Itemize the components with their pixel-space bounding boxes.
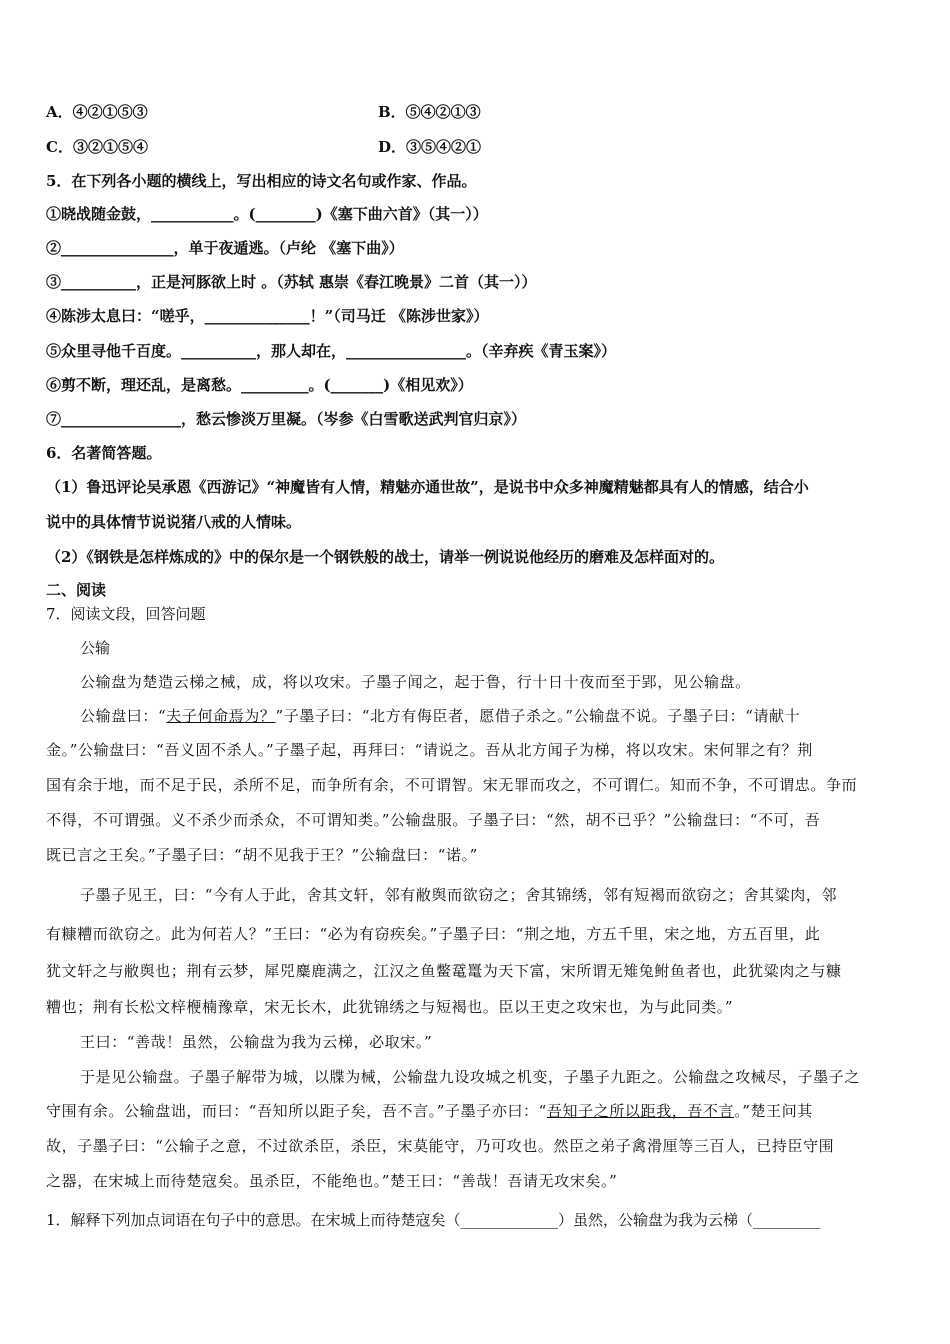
q7-sub1: 1．解释下列加点词语在句子中的意思。在宋城上而待楚寇矣（_____________）虽然，公输盘为我为云梯（_________: [46, 1211, 821, 1229]
option-c: C．③②①⑤④: [46, 138, 148, 156]
q6-sub1-line1: （1）鲁迅评论吴承恩《西游记》“神魔皆有人情，精魅亦通世故”，是说书中众多神魔精魅都具有人的情感，结合小: [46, 478, 809, 496]
q7-prompt: 7．阅读文段，回答问题: [46, 605, 206, 623]
passage-p4: 王曰：“善哉！虽然，公输盘为我为云梯，必取宋。”: [80, 1033, 433, 1051]
text: ”子墨子曰：“北方有侮臣者，愿借子杀之。”公输盘不说。子墨子曰：“请献十: [275, 707, 801, 725]
q5-item-4: ④陈涉太息曰：“嗟乎，______________！”（司马迁 《陈涉世家》）: [46, 307, 489, 325]
q5-item-1: ①晓战随金鼓，___________。(________)《塞下曲六首》（其一））: [46, 205, 488, 223]
q6-sub2: （2）《钢铁是怎样炼成的》中的保尔是一个钢铁般的战士，请举一例说说他经历的磨难及怎样面对的。: [46, 548, 724, 566]
passage-p5-line1: 于是见公输盘。子墨子解带为城，以牒为械，公输盘九设攻城之机变，子墨子九距之。公输盘之攻械尽，子墨子之: [80, 1068, 861, 1086]
passage-p3-line3: 犹文轩之与敝舆也；荆有云梦，犀兕麋鹿满之，江汉之鱼鳖鼋鼍为天下富，宋所谓无雉兔鲋鱼者也，此犹粱肉之与糠: [46, 962, 842, 980]
passage-p3-line4: 糟也；荆有长松文梓楩楠豫章，宋无长木，此犹锦绣之与短褐也。臣以王吏之攻宋也，为与此同类。”: [46, 998, 734, 1016]
underlined-sentence: 吾知子之所以距我，吾不言: [546, 1102, 735, 1120]
option-a: A．④②①⑤③: [46, 103, 148, 121]
q6-sub1-line2: 说中的具体情节说说猪八戒的人情味。: [46, 513, 302, 531]
q5-item-2: ②_______________，单于夜遁逃。（卢纶 《塞下曲》）: [46, 239, 404, 257]
passage-p2-line4: 不得，不可谓强。义不杀少而杀众，不可谓知类。”公输盘服。子墨子曰：“然，胡不已乎？”公输盘曰：“不可，吾: [46, 811, 821, 829]
q6-prompt: 6．名著简答题。: [46, 444, 162, 462]
passage-p5-line2: [46, 1101, 813, 1121]
passage-p3-line1: 子墨子见王，曰：“今有人于此，舍其文轩，邻有敝舆而欲窃之；舍其锦绣，邻有短褐而欲窃之；舍其粱肉，邻: [80, 886, 838, 904]
option-b: B．⑤④②①③: [378, 103, 481, 121]
passage-title: 公输: [80, 639, 111, 657]
passage-p5-line3: 故，子墨子曰：“公输子之意，不过欲杀臣，杀臣，宋莫能守，乃可攻也。然臣之弟子禽滑厘等三百人，已持臣守围: [46, 1137, 835, 1155]
underlined-sentence: 夫子何命焉为？: [166, 707, 276, 725]
q5-item-3: ③__________，正是河豚欲上时 。（苏轼 惠崇《春江晚景》二首（其一））: [46, 273, 537, 291]
q5-item-7: ⑦________________，愁云惨淡万里凝。（岑参《白雪歌送武判官归京》）: [46, 410, 527, 428]
passage-p1: 公输盘为楚造云梯之械，成，将以攻宋。子墨子闻之，起于鲁，行十日十夜而至于郢，见公输盘。: [80, 673, 751, 691]
q5-item-5: ⑤众里寻他千百度。__________，那人却在，________________。（辛弃疾《青玉案》）: [46, 342, 617, 360]
text: 守围有余。公输盘诎，而曰：“吾知所以距子矣，吾不言。”子墨子亦曰：“: [46, 1102, 547, 1120]
passage-p5-line4: 之器，在宋城上而待楚寇矣。虽杀臣，不能绝也。”楚王曰：“善哉！吾请无攻宋矣。”: [46, 1172, 618, 1190]
option-d: D．③⑤④②①: [378, 138, 482, 156]
passage-p2-line2: 金。”公输盘曰：“吾义固不杀人。”子墨子起，再拜曰：“请说之。吾从北方闻子为梯，将以攻宋。宋何罪之有？荆: [46, 741, 813, 759]
passage-p2-line5: 既已言之王矣。”子墨子曰：“胡不见我于王？”公输盘曰：“诺。”: [46, 846, 478, 864]
q5-prompt: 5．在下列各小题的横线上，写出相应的诗文名句或作家、作品。: [46, 172, 477, 190]
passage-p2-line1: [80, 706, 800, 726]
text: 公输盘曰：“: [80, 707, 167, 725]
passage-p3-line2: 有糠糟而欲窃之。此为何若人？”王曰：“必为有窃疾矣。”子墨子曰：“荆之地，方五千里，宋之地，方五百里，此: [46, 925, 821, 943]
q5-item-6: ⑥剪不断，理还乱，是离愁。_________。(_______)《相见欢》）: [46, 376, 473, 394]
passage-p2-line3: 国有余于地，而不足于民，杀所不足，而争所有余，不可谓智。宋无罪而攻之，不可谓仁。知而不争，不可谓忠。争而: [46, 776, 858, 794]
section-title: 二、阅读: [46, 581, 107, 599]
text: 。”楚王问其: [734, 1102, 813, 1120]
